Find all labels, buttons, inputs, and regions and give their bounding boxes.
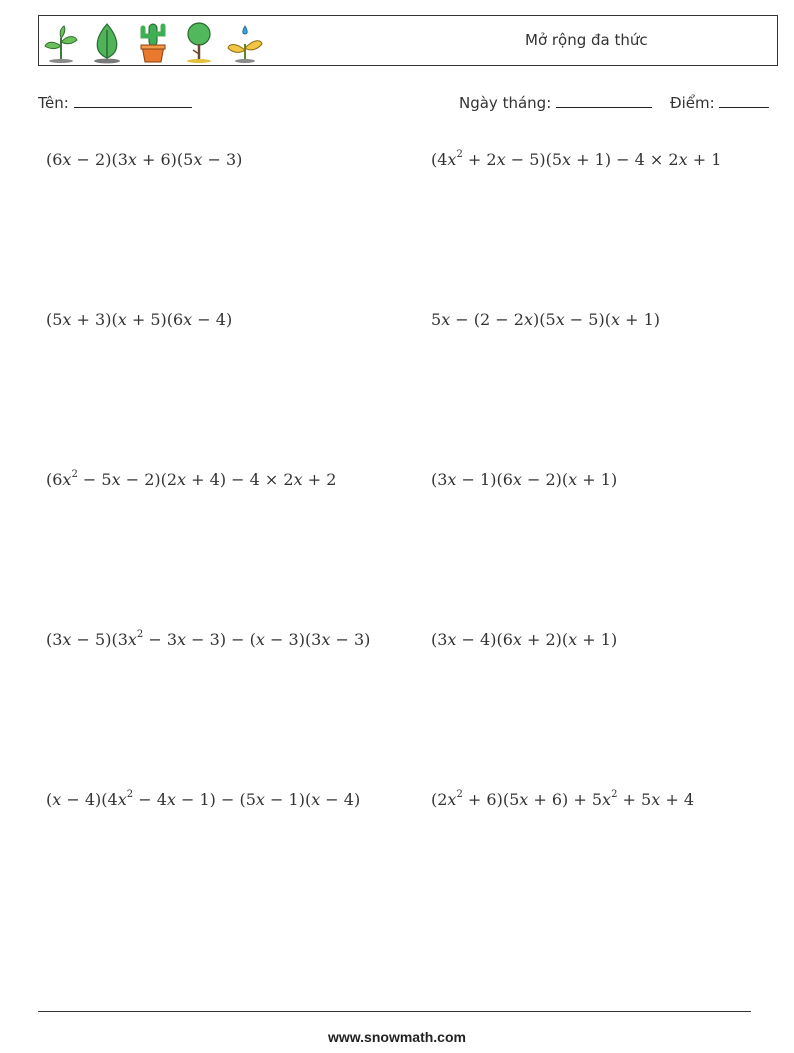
cactus-pot-icon	[133, 20, 173, 64]
header-box	[38, 15, 778, 66]
score-label: Điểm:	[670, 94, 715, 112]
sprout-icon	[41, 20, 81, 64]
date-label: Ngày tháng:	[459, 94, 552, 112]
problem-item: $(3x - 5)(3x^2 - 3x - 3) - (x - 3)(3x - 3)$	[46, 629, 371, 649]
name-blank[interactable]	[74, 93, 192, 108]
problem-item: 5x − (2 − 2x)(5x − 5)(x + 1)	[431, 310, 660, 329]
footer-divider	[38, 1011, 751, 1012]
footer-site: www.snowmath.com	[328, 1029, 466, 1045]
problem-item: $(2x^2 + 6)(5x + 6) + 5x^2 + 5x + 4$	[431, 789, 695, 809]
score-field	[670, 93, 769, 112]
problem-item: $(x - 4)(4x^2 - 4x - 1) - (5x - 1)(x - 4)$	[46, 789, 361, 809]
problem-item: (5x + 3)(x + 5)(6x − 4)	[46, 310, 233, 329]
watering-plant-icon	[225, 20, 265, 64]
problem-item: (3x − 1)(6x − 2)(x + 1)	[431, 470, 618, 489]
problem-item: $(6x^2 - 5x - 2)(2x + 4) - 4 \times 2x + 2$	[46, 469, 337, 489]
page-title: Mở rộng đa thức	[525, 31, 648, 49]
problem-item: (3x − 4)(6x + 2)(x + 1)	[431, 630, 618, 649]
problem-item: $(4x^2 + 2x - 5)(5x + 1) - 4 \times 2x + 1$	[431, 149, 722, 169]
date-field	[459, 93, 652, 112]
score-blank[interactable]	[719, 93, 769, 108]
problem-item: (6x − 2)(3x + 6)(5x − 3)	[46, 150, 243, 169]
name-field	[38, 93, 192, 112]
header-icons	[41, 20, 265, 64]
date-blank[interactable]	[556, 93, 652, 108]
name-label: Tên:	[38, 94, 69, 112]
round-tree-icon	[179, 20, 219, 64]
leaf-tree-icon	[87, 20, 127, 64]
